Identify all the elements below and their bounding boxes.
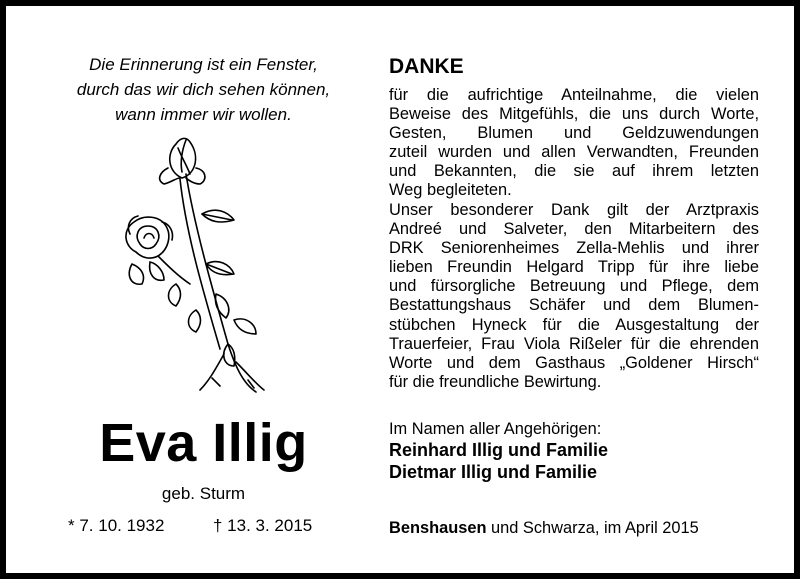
text-line: Beweise des Mitgefühls, die uns durch Worte, xyxy=(389,105,759,124)
birth-date: * 7. 10. 1932 xyxy=(68,516,165,535)
death-date: † 13. 3. 2015 xyxy=(213,516,313,535)
place-date-text: und Schwarza, im April 2015 xyxy=(486,519,699,537)
town-name: Benshausen xyxy=(389,519,487,537)
place-and-date xyxy=(389,518,699,538)
text-line: zuteil wurden und allen Verwandten, Freunden xyxy=(389,143,759,162)
text-line: Weg begleiteten. xyxy=(389,181,512,200)
thanks-paragraph-2 xyxy=(389,201,759,392)
deceased-name: Eva Illig xyxy=(99,413,308,473)
quote-line: wann immer wir wollen. xyxy=(115,105,292,124)
thanks-heading: DANKE xyxy=(389,55,464,78)
thanks-paragraph-1 xyxy=(389,86,759,201)
text-line: DRK Seniorenheimes Zella-Mehlis und ihrer xyxy=(389,239,759,258)
text-line: lieben Freundin Helgard Tripp für ihre liebe xyxy=(389,258,759,277)
text-line: stübchen Hyneck für die Ausgestaltung der xyxy=(389,315,759,334)
text-line: Andreé und Salveter, den Mitarbeitern des xyxy=(389,220,759,239)
text-line: für die aufrichtige Anteilnahme, die vielen xyxy=(389,86,759,104)
text-line: Worte und dem Gasthaus „Goldener Hirsch“ xyxy=(389,353,759,372)
text-line: und fürsorgliche Betreuung und Pflege, dem xyxy=(389,277,759,296)
text-line: für die freundliche Bewirtung. xyxy=(389,372,602,391)
quote-line: Die Erinnerung ist ein Fenster, xyxy=(89,55,318,74)
family-name-2: Dietmar Illig und Familie xyxy=(389,462,598,482)
text-line: Gesten, Blumen und Geldzuwendungen xyxy=(389,124,759,143)
text-line: Bestattungshaus Schäfer und dem Blumen- xyxy=(389,296,759,315)
text-line: und Bekannten, die sie auf ihrem letzten xyxy=(389,162,759,181)
rose-illustration xyxy=(116,134,276,394)
family-name-1: Reinhard Illig und Familie xyxy=(389,440,609,460)
text-line: Trauerfeier, Frau Viola Rißeler für die ehrenden xyxy=(389,334,759,353)
signature-intro: Im Namen aller Angehörigen: xyxy=(389,420,602,438)
text-line: Unser besonderer Dank gilt der Arztpraxis xyxy=(389,201,759,219)
memorial-quote xyxy=(46,52,361,127)
quote-line: durch das wir dich sehen können, xyxy=(76,80,331,99)
birth-name: geb. Sturm xyxy=(161,484,246,503)
